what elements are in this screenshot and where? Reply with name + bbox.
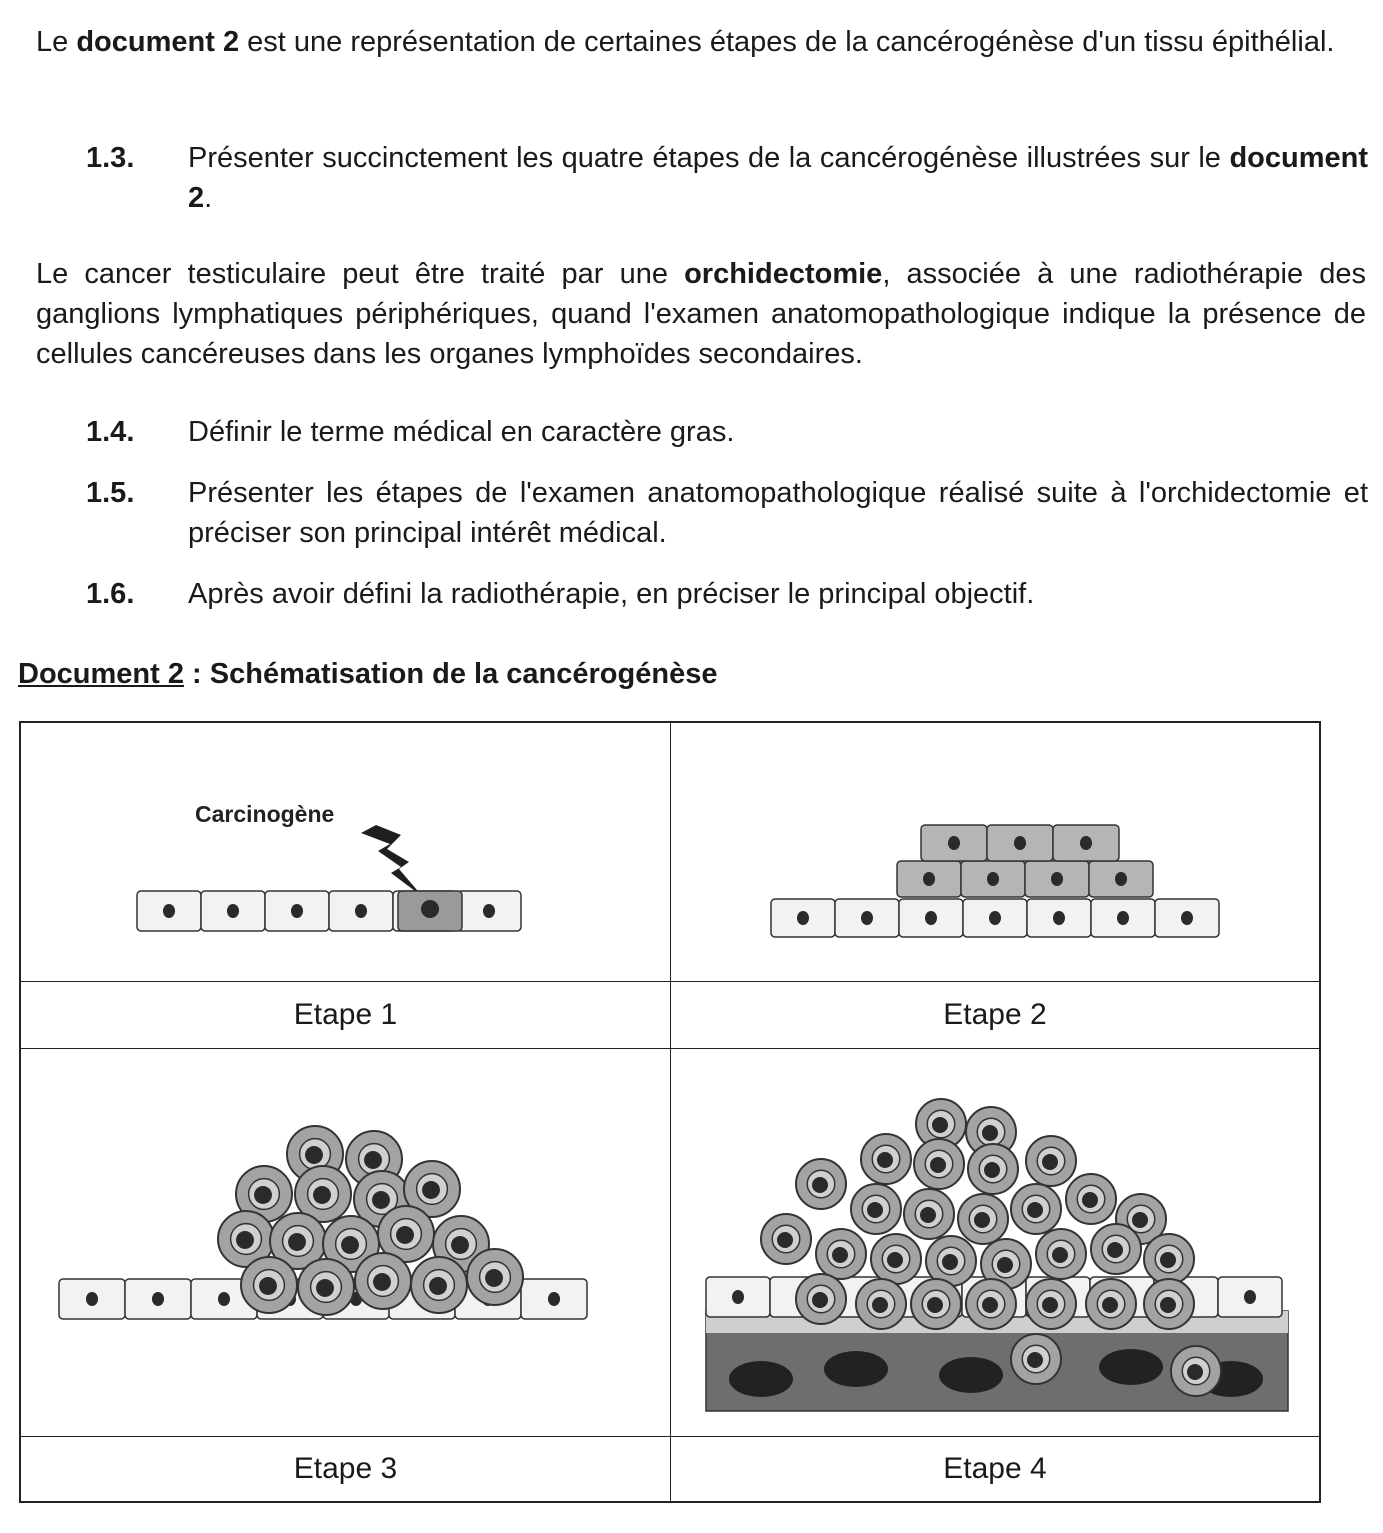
- cell-nucleus: [1244, 1290, 1256, 1304]
- cell-nucleus: [1014, 836, 1026, 850]
- cell-nucleus: [942, 1254, 958, 1270]
- cell-nucleus: [254, 1186, 272, 1204]
- mutated-nucleus: [421, 900, 439, 918]
- cell-nucleus: [218, 1292, 230, 1306]
- cell-nucleus: [548, 1292, 560, 1306]
- cell-nucleus: [305, 1146, 323, 1164]
- cell-nucleus: [923, 872, 935, 886]
- cell-nucleus: [1160, 1252, 1176, 1268]
- cell-nucleus: [930, 1157, 946, 1173]
- cell-nucleus: [1117, 911, 1129, 925]
- question-1-5: [86, 473, 1368, 553]
- cell-nucleus: [812, 1177, 828, 1193]
- intro-text: Le: [36, 26, 77, 58]
- cell-nucleus: [422, 1181, 440, 1199]
- question-number: 1.6.: [86, 578, 135, 610]
- paragraph-text-end: , associée à une radiothérapie des ganglions lymphatiques périphériques, quand l'examen anatomopathologique indique la présence de cellules cancéreuses dans les organes lymphoïdes secondaires.: [36, 258, 1366, 370]
- cell-nucleus: [429, 1277, 447, 1295]
- cell-nucleus: [1107, 1242, 1123, 1258]
- document-title-text: : Schématisation de la cancérogénèse: [183, 658, 718, 690]
- cell-nucleus: [313, 1186, 331, 1204]
- cell-nucleus: [982, 1297, 998, 1313]
- step-2-label: Etape 2: [671, 982, 1319, 1049]
- cell-nucleus: [1181, 911, 1193, 925]
- step-4-illustration: [671, 1049, 1319, 1437]
- paragraph-bold: orchidectomie: [684, 258, 883, 290]
- intro-bold: document 2: [76, 26, 240, 58]
- step-1-illustration: [21, 723, 671, 982]
- cell-nucleus: [483, 904, 495, 918]
- cell-nucleus: [1187, 1364, 1203, 1380]
- cell-nucleus: [867, 1202, 883, 1218]
- cell-nucleus: [877, 1152, 893, 1168]
- cell-nucleus: [812, 1292, 828, 1308]
- cell-nucleus: [288, 1233, 306, 1251]
- cell-nucleus: [152, 1292, 164, 1306]
- cell-nucleus: [341, 1236, 359, 1254]
- document-title-ref: Document 2: [18, 658, 184, 690]
- step-1-diagram: [21, 723, 671, 982]
- cell-nucleus: [984, 1162, 1000, 1178]
- cell-nucleus: [887, 1252, 903, 1268]
- cell-nucleus: [925, 911, 937, 925]
- question-number: 1.3.: [86, 142, 135, 174]
- intro-paragraph: [36, 22, 1366, 62]
- cell-nucleus: [451, 1236, 469, 1254]
- cell-nucleus: [316, 1279, 334, 1297]
- cell-nucleus: [396, 1226, 414, 1244]
- cell-nucleus: [948, 836, 960, 850]
- cell-nucleus: [227, 904, 239, 918]
- cell-nucleus: [163, 904, 175, 918]
- step-3-diagram: [21, 1049, 671, 1437]
- cell-nucleus: [997, 1257, 1013, 1273]
- cell-nucleus: [927, 1297, 943, 1313]
- stromal-nucleus: [824, 1351, 888, 1387]
- cell-nucleus: [1102, 1297, 1118, 1313]
- question-number: 1.5.: [86, 477, 135, 509]
- question-bold: document 2: [188, 142, 1368, 214]
- question-1-4: [86, 412, 1368, 452]
- cell-nucleus: [1080, 836, 1092, 850]
- cell-nucleus: [777, 1232, 793, 1248]
- cell-nucleus: [989, 911, 1001, 925]
- cell-nucleus: [732, 1290, 744, 1304]
- question-text-part: Présenter succinctement les quatre étapes de la cancérogénèse illustrées sur le: [188, 142, 1230, 174]
- cell-nucleus: [861, 911, 873, 925]
- cell-nucleus: [797, 911, 809, 925]
- step-1-label: Etape 1: [21, 982, 671, 1049]
- step-4-label: Etape 4: [943, 1452, 1047, 1485]
- question-text: Présenter les étapes de l'examen anatomopathologique réalisé suite à l'orchidectomie et préciser son principal intérêt médical.: [188, 477, 1368, 549]
- cell-nucleus: [1042, 1297, 1058, 1313]
- cell-nucleus: [259, 1277, 277, 1295]
- cell-nucleus: [373, 1273, 391, 1291]
- cell-nucleus: [1027, 1352, 1043, 1368]
- cell-nucleus: [355, 904, 367, 918]
- cell-nucleus: [86, 1292, 98, 1306]
- cell-nucleus: [987, 872, 999, 886]
- cell-nucleus: [291, 904, 303, 918]
- cell-nucleus: [372, 1191, 390, 1209]
- question-text-end: .: [204, 182, 213, 214]
- step-2-diagram: [671, 723, 1319, 982]
- cell-nucleus: [1132, 1212, 1148, 1228]
- question-text: Après avoir défini la radiothérapie, en préciser le principal objectif.: [188, 578, 1035, 610]
- intro-text-end: est une représentation de certaines étapes de la cancérogénèse d'un tissu épithélial.: [239, 26, 1335, 58]
- cell-nucleus: [485, 1269, 503, 1287]
- cell-nucleus: [1051, 872, 1063, 886]
- cell-nucleus: [1160, 1297, 1176, 1313]
- treatment-paragraph: [36, 254, 1366, 374]
- cell-nucleus: [832, 1247, 848, 1263]
- cell-nucleus: [974, 1212, 990, 1228]
- lightning-icon: [361, 825, 423, 897]
- question-1-3: [86, 138, 1368, 218]
- cell-nucleus: [1082, 1192, 1098, 1208]
- cell-nucleus: [932, 1117, 948, 1133]
- question-1-6: [86, 574, 1368, 614]
- cell-nucleus: [364, 1151, 382, 1169]
- step-3-illustration: [21, 1049, 671, 1437]
- stromal-nucleus: [1099, 1349, 1163, 1385]
- paragraph-text: Le cancer testiculaire peut être traité par une: [36, 258, 685, 290]
- cell-nucleus: [982, 1125, 998, 1141]
- cell-nucleus: [1115, 872, 1127, 886]
- stromal-nucleus: [729, 1361, 793, 1397]
- question-text: Définir le terme médical en caractère gras.: [188, 416, 735, 448]
- step-4-diagram: [671, 1049, 1319, 1437]
- step-2-illustration: [671, 723, 1319, 982]
- cell-nucleus: [1053, 911, 1065, 925]
- step-3-label: Etape 3: [21, 1437, 671, 1501]
- cell-nucleus: [920, 1207, 936, 1223]
- cell-nucleus: [1027, 1202, 1043, 1218]
- carcinogen-label: Carcinogène: [195, 801, 335, 827]
- question-number: 1.4.: [86, 416, 135, 448]
- document-title: [18, 654, 717, 694]
- cell-nucleus: [1052, 1247, 1068, 1263]
- cell-nucleus: [1042, 1154, 1058, 1170]
- cell-nucleus: [236, 1231, 254, 1249]
- cell-nucleus: [872, 1297, 888, 1313]
- figure-table: [19, 721, 1321, 1503]
- question-text: [188, 138, 1368, 218]
- stromal-nucleus: [939, 1357, 1003, 1393]
